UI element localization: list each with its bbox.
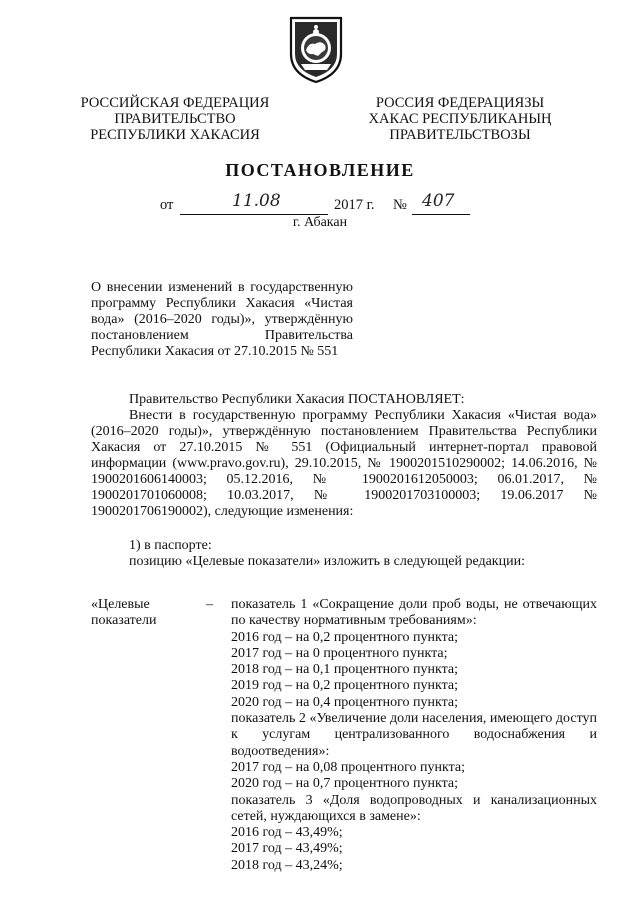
indicator-line: 2020 год – на 0,4 процентного пункта; [231,694,459,710]
amendment-paragraph: Внести в государственную программу Республики Хакасия «Чистая вода» (2016–2020 годы)», утверждённую постановлением Правительства Республики Хакасия от 27.10.2015 № 551 (Официальный интернет-портал правовой информации (www.pravo.gov.ru), 29.10.2015, № 1900201510290002; 14.06.2016, № 1900201606140003; 05.12.2016, № 1900201612050003; 06.01.2017, № 1900201701060008; 10.03.2017, № 1900201703100003; 19.06.2017 № 1900201706190002), следующие изменения: [91,408,597,519]
position-content [231,597,597,874]
body-paragraphs [91,392,597,520]
indicator-line: 2019 год – на 0,2 процентного пункта; [231,678,459,694]
header-right-line: РОССИЯ ФЕДЕРАЦИЯЗЫ [375,95,545,111]
header-left-line: РОССИЙСКАЯ ФЕДЕРАЦИЯ [80,95,270,111]
document-type-title: ПОСТАНОВЛЕНИЕ [225,160,415,180]
handwritten-date: 11.08 [232,191,281,211]
position-dash: – [206,597,213,612]
coat-of-arms-emblem [287,14,345,84]
indicator-line: показатель 1 «Сокращение доли проб воды, не отвечающих по качеству нормативным требованиям»: [231,597,597,629]
number-sign: № [393,197,407,213]
position-label: «Целевые показатели [91,597,157,628]
indicator-line: 2016 год – 43,49%; [231,825,343,841]
indicator-line: 2017 год – 43,49%; [231,841,343,857]
date-year: 2017 г. [334,197,375,213]
city-name: г. Абакан [292,215,348,230]
preamble-paragraph: Правительство Республики Хакасия ПОСТАНОВЛЯЕТ: [129,392,465,407]
indicator-line: 2020 год – на 0,7 процентного пункта; [231,776,459,792]
item-list [91,538,597,570]
indicator-line: показатель 3 «Доля водопроводных и канализационных сетей, нуждающихся в замене»: [231,792,597,824]
header-russian [80,95,270,143]
indicator-line: 2018 год – на 0,1 процентного пункта; [231,662,459,678]
header-khakas [360,95,560,143]
indicator-line: 2017 год – на 0 процентного пункта; [231,645,448,661]
indicator-line: 2016 год – на 0,2 процентного пункта; [231,629,459,645]
list-item: позицию «Целевые показатели» изложить в следующей редакции: [129,554,525,569]
indicator-line: 2017 год – на 0,08 процентного пункта; [231,759,466,775]
header-left-line: ПРАВИТЕЛЬСТВО [114,111,236,127]
header-left-line: РЕСПУБЛИКИ ХАКАСИЯ [90,127,260,143]
date-from-label: от [160,197,174,213]
document-subject: О внесении изменений в государственную программу Республики Хакасия «Чистая вода» (2016–2020 годы)», утверждённую постановлением Правительства Республики Хакасия от 27.10.2015 № 551 [91,280,353,359]
handwritten-number: 407 [422,191,455,211]
list-item: 1) в паспорте: [129,538,212,553]
indicator-line: 2018 год – 43,24%; [231,857,343,873]
header-right-line: ПРАВИТЕЛЬСТВОЗЫ [389,127,531,143]
header-right-line: ХАКАС РЕСПУБЛИКАНЫҢ [368,111,552,127]
indicator-line: показатель 2 «Увеличение доли населения, имеющего доступ к услугам централизованного водоснабжения и водоотведения»: [231,711,597,759]
